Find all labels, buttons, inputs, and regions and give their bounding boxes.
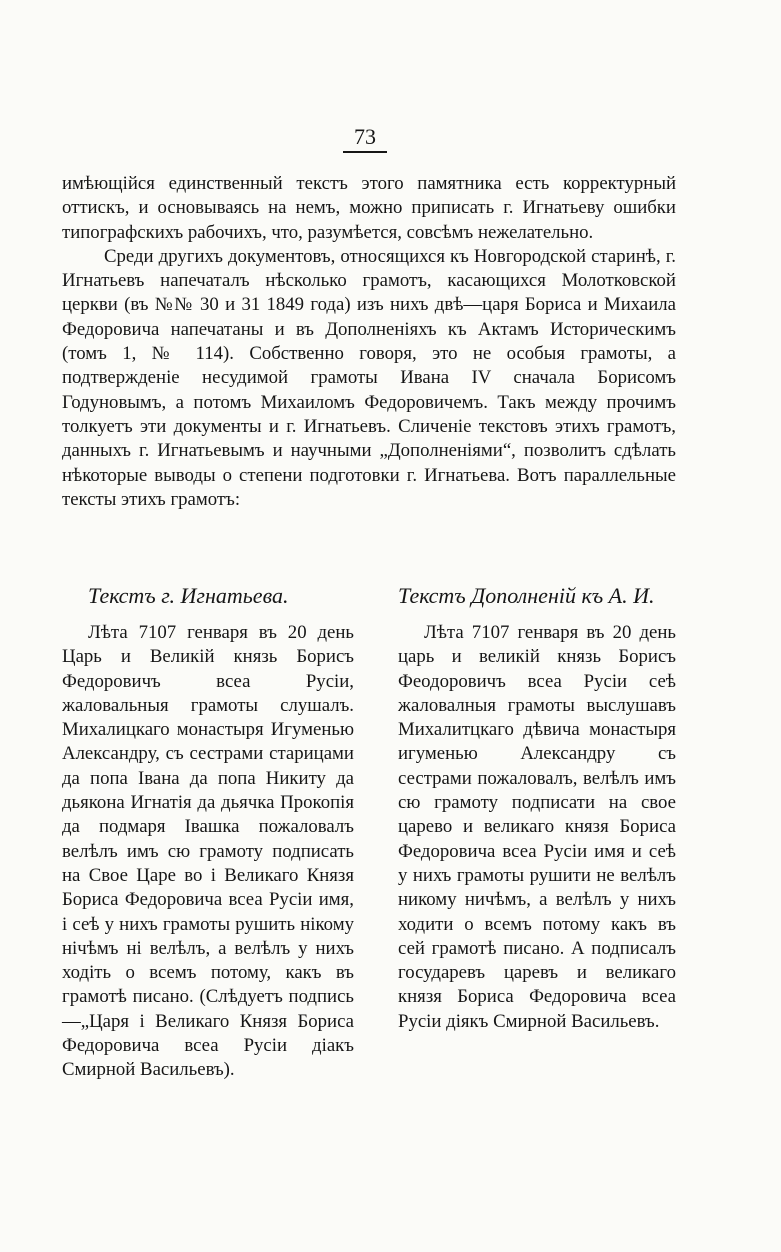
- left-column-text: Лѣта 7107 генваря въ 20 день Царь и Великій князь Борисъ Федоровичъ всеа Русіи, жаловальныя грамоты слушалъ. Михалицкаго монастыря Игуменью Александру, съ сестрами старицами да попа Івана да попа Никиту да дьякона Игнатія да дьячка Прокопія да подмаря Івашка пожаловалъ велѣлъ имъ сю грамоту подписать на Свое Царе во і Великаго Князя Бориса Федоровича всеа Русіи имя, і сеѣ у нихъ грамоты рушить нікому нічѣмъ ні велѣлъ, а велѣлъ у нихъ ходіть о всемъ потому, какъ въ грамотѣ писано. (Слѣдуетъ подпись—„Царя і Великаго Князя Бориса Федоровича всеа Русіи діакъ Смирной Васильевъ).: [62, 622, 354, 1081]
- right-column: [398, 583, 676, 1034]
- paragraph-continuation: имѣющійся единственный текстъ этого памятника есть корректурный оттискъ, и основываясь на немъ, можно приписать г. Игнатьеву ошибки типографскихъ рабочихъ, что, разумѣется, совсѣмъ нежелательно.: [62, 173, 676, 243]
- right-column-heading: Текстъ Дополненій къ А. И.: [398, 583, 655, 608]
- page-number-rule: [343, 151, 387, 153]
- left-column-heading: Текстъ г. Игнатьева.: [88, 583, 289, 608]
- left-column: [62, 583, 354, 1083]
- right-column-text: Лѣта 7107 генваря въ 20 день царь и великій князь Борисъ Феодоровичъ всеа Русіи сеѣ жаловалныя грамоты выслушавъ Михалитцкаго дѣвича монастыря игуменью Александру съ сестрами пожаловалъ, велѣлъ имъ сю грамоту подписати на свое царево и великаго князя Бориса Федоровича всеа Русіи имя и сеѣ у нихъ грамоты рушити не велѣлъ никому ничѣмъ, а велѣлъ у нихъ ходити о всемъ потому какъ въ сей грамотѣ писано. А подписалъ государевъ царевъ и великаго князя Бориса Федоровича всеа Русіи діякъ Смирной Васильевъ.: [398, 622, 676, 1032]
- paragraph-documents: Среди другихъ документовъ, относящихся къ Новгородской старинѣ, г. Игнатьевъ напечаталъ нѣсколько грамотъ, касающихся Молотковской церкви (въ №№ 30 и 31 1849 года) изъ нихъ двѣ—царя Бориса и Михаила Федоровича напечатаны и въ Дополненіяхъ къ Актамъ Историческимъ (томъ 1, № 114). Собственно говоря, это не особыя грамоты, а подтвержденіе несудимой грамоты Ивана IV сначала Борисомъ Годуновымъ, а потомъ Михаиломъ Федоровичемъ. Такъ между прочимъ толкуетъ эти документы и г. Игнатьевъ. Сличеніе текстовъ этихъ грамотъ, данныхъ г. Игнатьевымъ и научными „Дополненіями“, позволитъ сдѣлать нѣкоторые выводы о степени подготовки г. Игнатьева. Вотъ параллельные тексты этихъ грамотъ:: [62, 245, 676, 510]
- main-text: [62, 172, 676, 512]
- page-number: 73: [354, 124, 376, 149]
